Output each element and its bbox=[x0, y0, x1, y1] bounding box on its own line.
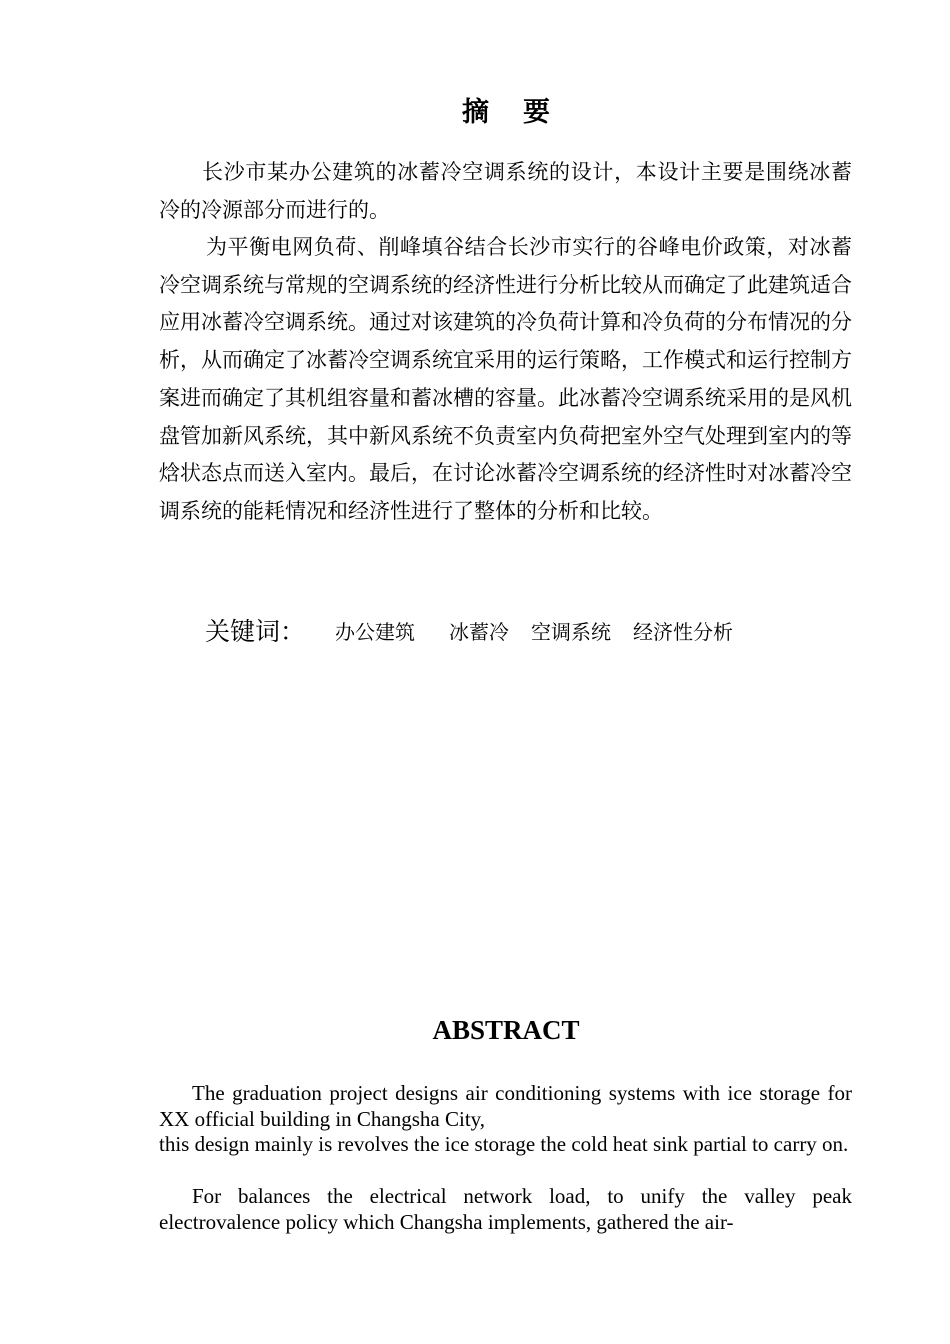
keywords-line bbox=[205, 612, 733, 648]
en-abstract-title: ABSTRACT bbox=[432, 1015, 580, 1045]
zh-abstract-title bbox=[0, 90, 950, 129]
zh-abstract-paragraph-2 bbox=[159, 229, 852, 531]
en-abstract-paragraph-3 bbox=[159, 1184, 852, 1235]
en-paragraph-1-text: The graduation project designs air conditioning systems with ice storage for XX official building in Changsha City, bbox=[159, 1081, 852, 1131]
keyword-item: 办公建筑 bbox=[335, 620, 416, 644]
zh-paragraph-2-text: 为平衡电网负荷、削峰填谷结合长沙市实行的谷峰电价政策，对冰蓄冷空调系统与常规的空调系统的经济性进行分析比较从而确定了此建筑适合应用冰蓄冷空调系统。通过对该建筑的冷负荷计算和冷负荷的分布情况的分析，从而确定了冰蓄冷空调系统宜采用的运行策略，工作模式和运行控制方案进而确定了其机组容量和蓄冰槽的容量。此冰蓄冷空调系统采用的是风机盘管加新风系统，其中新风系统不负责室内负荷把室外空气处理到室内的等焓状态点而送入室内。最后，在讨论冰蓄冷空调系统的经济性时对冰蓄冷空调系统的能耗情况和经济性进行了整体的分析和比较。 bbox=[159, 235, 852, 523]
en-paragraph-3-text: For balances the electrical network load, to unify the valley peak electrovalence policy which Changsha implements, gathered the air- bbox=[159, 1184, 852, 1234]
keyword-item: 空调系统 bbox=[531, 620, 612, 644]
zh-paragraph-1-text: 长沙市某办公建筑的冰蓄冷空调系统的设计，本设计主要是围绕冰蓄冷的冷源部分而进行的。 bbox=[159, 160, 852, 222]
zh-title-part2: 要 bbox=[523, 97, 550, 128]
keywords-label: 关键词： bbox=[205, 617, 306, 646]
en-abstract-paragraph-2 bbox=[159, 1132, 852, 1158]
keyword-item: 经济性分析 bbox=[633, 620, 734, 644]
zh-title-part1: 摘 bbox=[462, 97, 489, 128]
en-abstract-paragraph-1 bbox=[159, 1081, 852, 1132]
keyword-item: 冰蓄冷 bbox=[449, 620, 510, 644]
zh-abstract-paragraph-1 bbox=[159, 154, 852, 229]
en-paragraph-2-text: this design mainly is revolves the ice storage the cold heat sink partial to carry on. bbox=[159, 1132, 849, 1156]
